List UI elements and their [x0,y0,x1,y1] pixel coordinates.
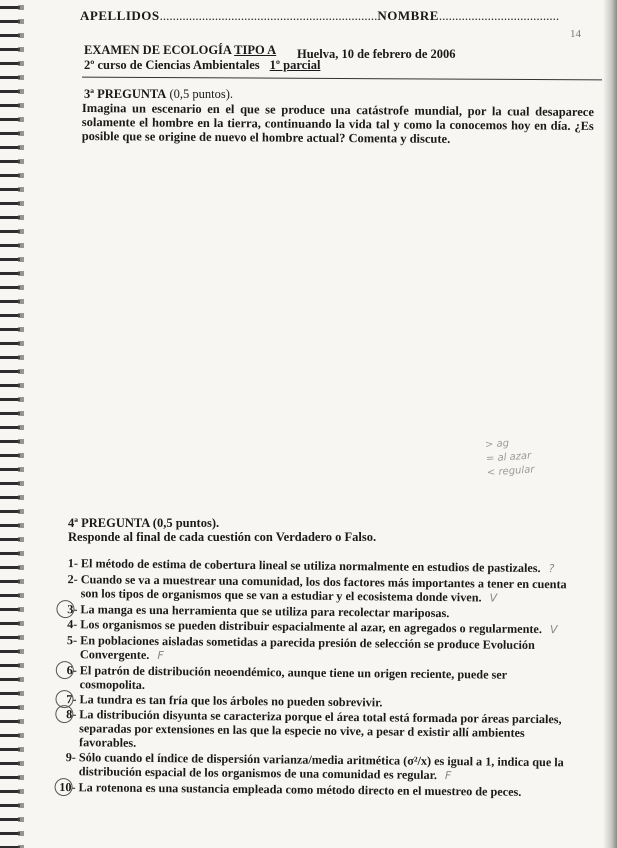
item-number: 8- [56,707,79,749]
item-number: 10- [56,780,79,794]
item-statement: La tundra es tan fría que los árboles no pueden sobrevivir. [79,692,383,710]
item-text [80,663,567,696]
course-line [84,58,320,73]
exam-date: Huelva, 10 de febrero de 2006 [297,47,456,61]
list-item [56,707,566,754]
item-number: 1- [67,556,78,571]
question-3-title: 3ª PREGUNTA [84,87,167,101]
exam-title [84,43,276,58]
item-number: 3- [57,602,80,616]
question-3-heading [84,87,233,102]
question-3-text: Imagina un escenario en el que se produce una catástrofe mundial, por la cual desaparece solamente el hombre en la tierra, continuando la vida tal y como la conocemos hoy en día. ¿Es posible que se origine de nuevo el hombre actual? Comenta y discute. [81,101,594,146]
list-item [57,663,567,696]
question-4-instruction: Responde al final de cada cuestión con Verdadero o Falso. [68,530,377,544]
item-number: 4- [67,617,78,632]
item-statement: En poblaciones aisladas sometidas a parecida presión de selección se produce Evolución Convergente. [79,633,535,662]
handwritten-answer: ? [548,562,555,576]
nombre-label: NOMBRE [377,8,439,23]
item-number: 7- [56,692,79,706]
item-statement: La rotenona es una sustancia empleada como método directo en el muestreo de peces. [78,780,522,799]
item-number: 9- [65,750,76,765]
note-line: > ag [484,438,510,451]
list-item [58,572,568,606]
nombre-field: ..................................... [438,8,560,23]
item-statement: Sólo cuando el índice de dispersión varianza/media aritmética (σ²/x) es igual a 1, indica que la distribución espacial de los organismos de una comunidad es regular. [78,750,564,782]
item-statement: La distribución disyunta se caracteriza porque el área total está formada por áreas parciales, separadas por extensiones en las que la especie no vive, a pesar d existir allí ambientes favorables. [78,707,562,750]
question-3-points: (0,5 puntos). [169,87,234,101]
item-text [79,707,566,754]
question-4-points: (0,5 puntos). [152,516,220,530]
item-statement: La manga es una herramienta que se utiliza para recolectar mariposas. [80,602,450,621]
binding-holes [18,0,24,848]
exam-type: TIPO A [234,43,277,57]
note-line: < regular [486,464,535,479]
true-false-list [55,556,567,800]
question-4-title: 4ª PREGUNTA [68,516,150,530]
page-edge-shadow [603,0,617,848]
course-name: 2º curso de Ciencias Ambientales [84,58,260,72]
handwritten-answer: F [444,769,452,783]
handwritten-answer: V [549,623,558,637]
item-statement: El método de estima de cobertura lineal se utiliza normalmente en estudios de pastizales. [80,556,541,576]
item-text [80,633,567,667]
handwritten-notes [485,435,535,480]
item-text [79,750,566,784]
handwritten-answer: F [157,649,164,663]
header-divider [82,77,602,81]
parcial-label: 1º parcial [269,58,321,72]
apellidos-label: APELLIDOS [80,8,160,23]
page-number: 14 [570,28,581,40]
exam-title-text: EXAMEN DE ECOLOGÍA [84,43,232,57]
item-text [81,572,568,606]
list-item [56,750,566,784]
note-line: = al azar [485,450,532,465]
list-item [57,633,567,667]
name-fields-line [80,8,559,24]
item-number: 2- [67,572,78,587]
apellidos-field: ................................................................... [159,8,378,23]
item-number: 6- [57,663,80,691]
item-statement: El patrón de distribución neoendémico, aunque tiene un origen reciente, puede ser cosmopolita. [79,663,507,692]
item-statement: Los organismos se pueden distribuir espacialmente al azar, en agregados o regularmente. [80,617,542,637]
question-4-heading [68,516,219,531]
item-statement: Cuando se va a muestrear una comunidad, los dos factores más importantes a tener en cuenta son los tipos de organismos que se van a estudiar y el ecosistema donde viven. [80,572,567,605]
item-number: 5- [66,633,78,648]
handwritten-answer: V [489,591,498,605]
